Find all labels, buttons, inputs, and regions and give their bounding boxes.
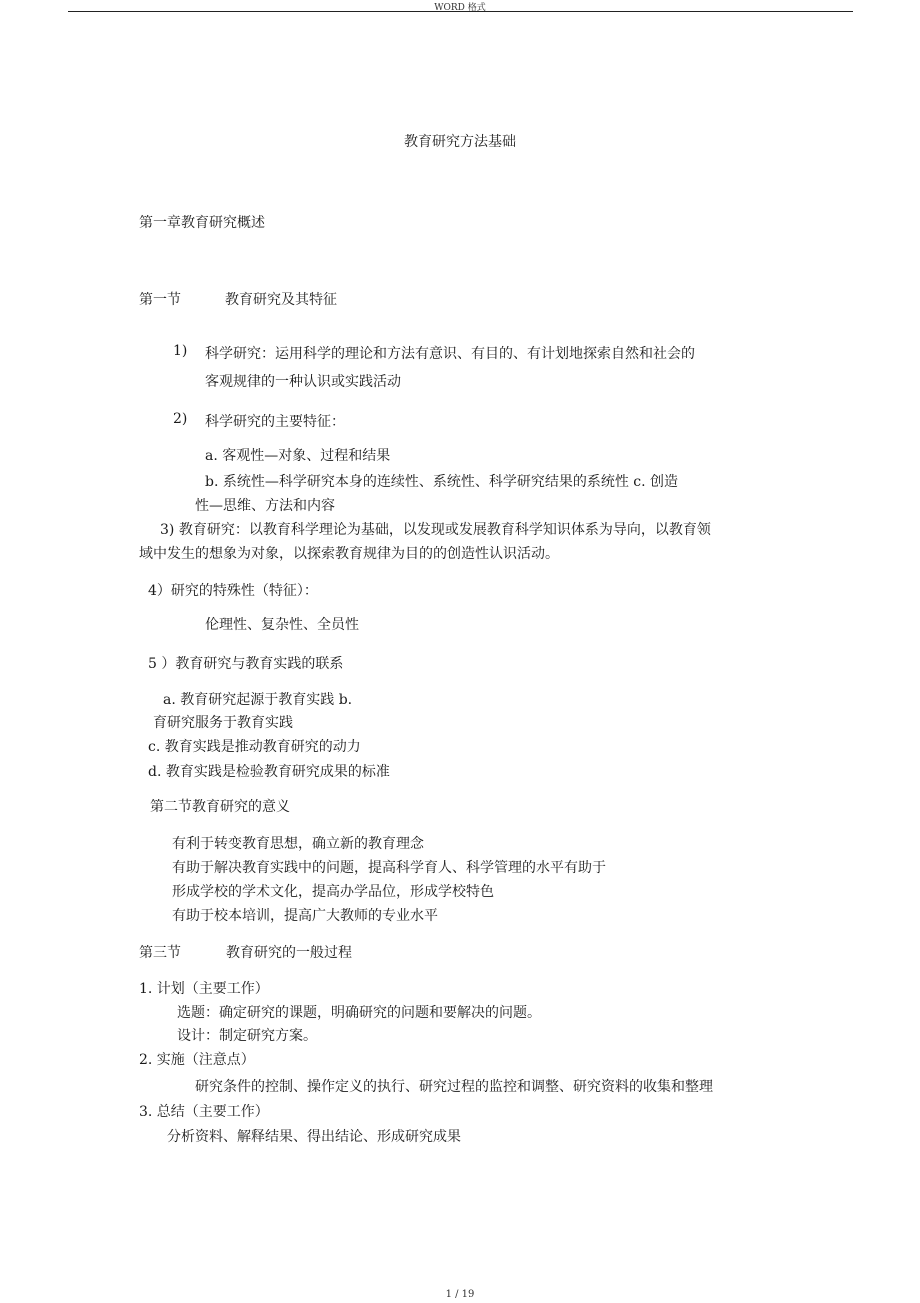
section2-p1: 有利于转变教育思想，确立新的教育理念 [172, 836, 424, 852]
item5-c: c. 教育实践是推动教育研究的动力 [148, 739, 361, 755]
section3-step3a: 分析资料、解释结果、得出结论、形成研究成果 [167, 1129, 461, 1145]
section3-step2a: 研究条件的控制、操作定义的执行、研究过程的监控和调整、研究资料的收集和整理 [195, 1079, 713, 1095]
item2-b: b. 系统性—科学研究本身的连续性、系统性、科学研究结果的系统性 c. 创造 [205, 474, 679, 490]
item1-number: 1) [173, 343, 188, 359]
item2-a: a. 客观性—对象、过程和结果 [205, 448, 391, 464]
page-header: WORD 格式 [434, 3, 486, 13]
section2-p4: 有助于校本培训，提高广大教师的专业水平 [172, 908, 438, 924]
section2-p3: 形成学校的学术文化，提高办学品位，形成学校特色 [172, 884, 494, 900]
item3-line2: 域中发生的想象为对象，以探索教育规律为目的的创造性认识活动。 [139, 546, 559, 562]
item2-number: 2) [173, 411, 188, 427]
section3-step1a: 选题：确定研究的课题，明确研究的问题和要解决的问题。 [177, 1005, 541, 1021]
item2-line1: 科学研究的主要特征： [205, 414, 345, 430]
document-title: 教育研究方法基础 [404, 134, 516, 150]
section1-label: 第一节 [139, 292, 181, 308]
item5-b: 育研究服务于教育实践 [153, 715, 293, 731]
item4-line1: 4）研究的特殊性（特征）： [148, 583, 318, 599]
section3-step3: 3. 总结（主要工作） [139, 1104, 269, 1120]
item2-c: 性—思维、方法和内容 [195, 498, 335, 514]
chapter-heading: 第一章教育研究概述 [139, 215, 265, 231]
item5-a: a. 教育研究起源于教育实践 b. [163, 692, 353, 708]
item1-line1: 科学研究：运用科学的理论和方法有意识、有目的、有计划地探索自然和社会的 [205, 346, 695, 362]
section3-step2: 2. 实施（注意点） [139, 1052, 255, 1068]
header-rule [68, 11, 853, 12]
section3-step1b: 设计：制定研究方案。 [177, 1028, 317, 1044]
item5-d: d. 教育实践是检验教育研究成果的标准 [148, 764, 390, 780]
item5-line1: 5 ）教育研究与教育实践的联系 [148, 656, 344, 672]
section1-title: 教育研究及其特征 [225, 292, 337, 308]
item4-line2: 伦理性、复杂性、全员性 [205, 617, 359, 633]
item1-line2: 客观规律的一种认识或实践活动 [205, 374, 401, 390]
section3-title: 教育研究的一般过程 [226, 945, 352, 961]
item3-line1: 3) 教育研究：以教育科学理论为基础，以发现或发展教育科学知识体系为导向，以教育领 [160, 522, 711, 538]
section3-step1: 1. 计划（主要工作） [139, 981, 269, 997]
section2-p2: 有助于解决教育实践中的问题，提高科学育人、科学管理的水平有助于 [172, 860, 606, 876]
section3-label: 第三节 [139, 945, 181, 961]
page-number: 1 / 19 [445, 1289, 475, 1300]
section2-title: 第二节教育研究的意义 [150, 799, 290, 815]
